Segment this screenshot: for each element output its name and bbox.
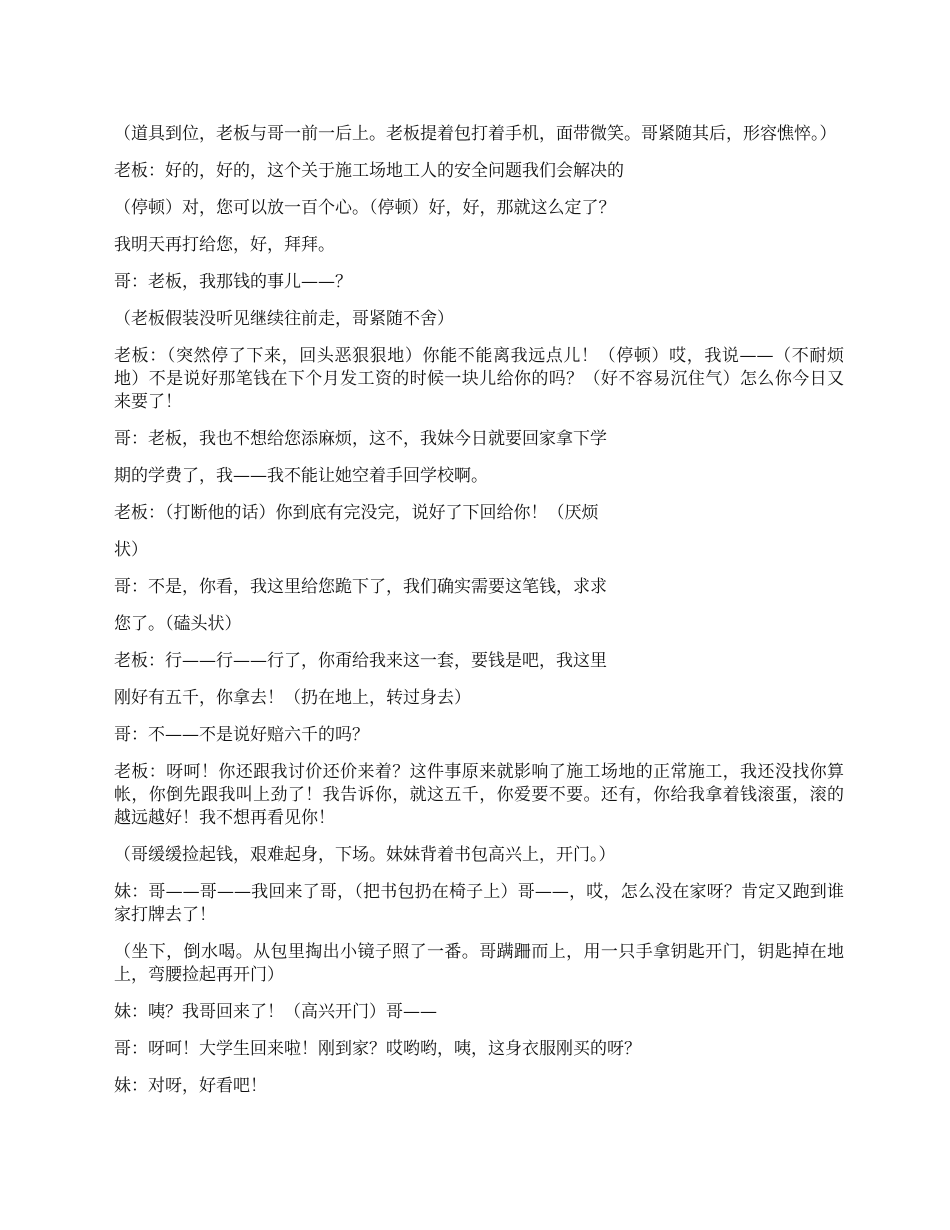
dialogue-line: 我明天再打给您，好，拜拜。: [114, 235, 335, 255]
dialogue-line: 哥：老板，我也不想给您添麻烦，这不，我妹今日就要回家拿下学: [114, 429, 607, 449]
dialogue-line: 您了。（磕头状）: [114, 614, 242, 634]
script-body: [114, 123, 844, 1112]
dialogue-line: 妹：对呀，好看吧！: [114, 1076, 267, 1096]
dialogue-line: 老板：（打断他的话）你到底有完没完，说好了下回给你！（厌烦: [114, 503, 599, 523]
stage-direction: （道具到位，老板与哥一前一后上。老板提着包打着手机，面带微笑。哥紧随其后，形容憔悴。）: [114, 124, 837, 144]
dialogue-line: 状）: [114, 540, 148, 560]
stage-direction: （老板假装没听见继续往前走，哥紧随不舍）: [114, 309, 454, 329]
dialogue-line: 哥：老板，我那钱的事儿——？: [114, 272, 352, 292]
stage-direction: （坐下，倒水喝。从包里掏出小镜子照了一番。哥蹒跚而上，用一只手拿钥匙开门，钥匙掉在地上，弯腰捡起再开门）: [114, 942, 844, 985]
dialogue-line: 哥：不——不是说好赔六千的吗？: [114, 725, 369, 745]
dialogue-line: 哥：不是，你看，我这里给您跪下了，我们确实需要这笔钱，求求: [114, 577, 607, 597]
dialogue-line: 期的学费了，我——我不能让她空着手回学校啊。: [114, 466, 488, 486]
dialogue-line: （停顿）对，您可以放一百个心。（停顿）好，好，那就这么定了？: [114, 198, 616, 218]
dialogue-line: 妹：咦？我哥回来了！（高兴开门）哥——: [114, 1002, 437, 1022]
dialogue-line: 刚好有五千，你拿去！（扔在地上，转过身去）: [114, 688, 471, 708]
dialogue-line: 老板：（突然停了下来，回头恶狠狠地）你能不能离我远点儿！（停顿）哎，我说——（不耐烦地）不是说好那笔钱在下个月发工资的时候一块儿给你的吗？（好不容易沉住气）怎么你今日又来要了！: [114, 346, 844, 412]
dialogue-line: 妹：哥——哥——我回来了哥，（把书包扔在椅子上）哥——，哎，怎么没在家呀？肯定又跑到谁家打牌去了！: [114, 882, 844, 925]
dialogue-line: 老板：呀呵！你还跟我讨价还价来着？这件事原来就影响了施工场地的正常施工，我还没找你算帐，你倒先跟我叫上劲了！我告诉你，就这五千，你爱要不要。还有，你给我拿着钱滚蛋，滚的越远越好！我不想再看见你！: [114, 762, 844, 828]
dialogue-line: 哥：呀呵！大学生回来啦！刚到家？哎哟哟，咦，这身衣服刚买的呀？: [114, 1039, 641, 1059]
dialogue-line: 老板：行——行——行了，你甭给我来这一套，要钱是吧，我这里: [114, 651, 607, 671]
stage-direction: （哥缓缓捡起钱，艰难起身，下场。妹妹背着书包高兴上，开门。）: [114, 845, 616, 865]
dialogue-line: 老板：好的，好的，这个关于施工场地工人的安全问题我们会解决的: [114, 161, 624, 181]
